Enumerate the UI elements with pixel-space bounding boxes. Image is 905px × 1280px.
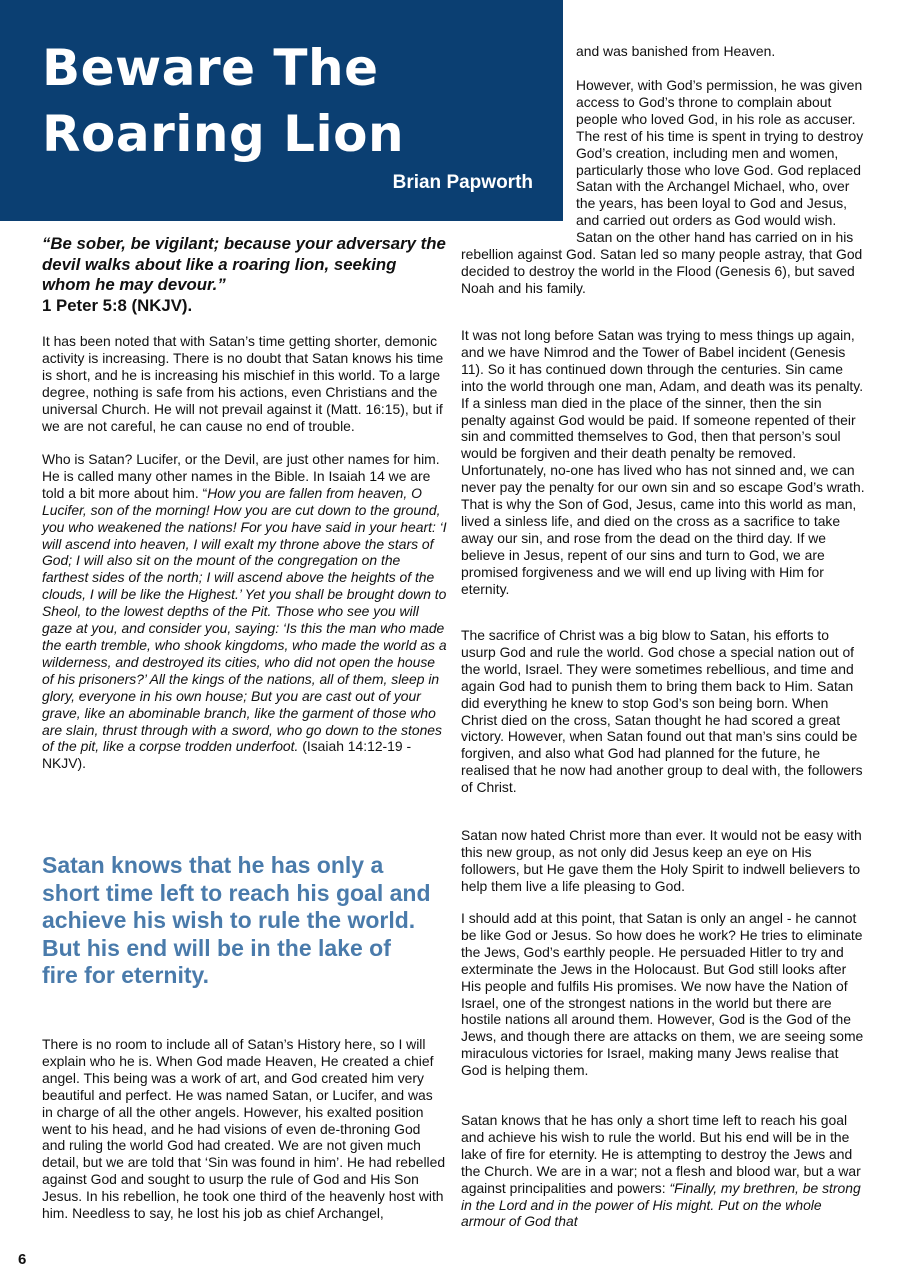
- left-paragraph-2: [42, 451, 447, 772]
- isaiah-intro: Who is Satan? Lucifer, or the Devil, are just other names for him. He is called many other names in the Bible. In Isaiah 14 we are told a bit more about him. “: [42, 451, 440, 501]
- right-paragraph-2: It was not long before Satan was trying to mess things up again, and we have Nimrod and the Tower of Babel incident (Genesis 11). So it has continued down through the centuries. Sin came into the world through one man, Adam, and death was its penalty. If a sinless man died in the place of the sinner, then the sin penalty against God would be paid. If someone repented of their sin and committed themselves to God, then that person’s soul would be forgiven and their death penalty be removed. Unfortunately, no-one has lived who has not sinned and, we can never pay the penalty for our own sin and so escape God’s wrath. That is why the Son of God, Jesus, came into this world as man, lived a sinless life, and died on the cross as a sacrifice to take away our sin, and rose from the dead on the third day. If we believe in Jesus, repent of our sins and turn to God, we are promised forgiveness and we will end up living with Him for eternity.: [461, 327, 865, 597]
- epigraph-quote: “Be sober, be vigilant; because your adversary the devil walks about like a roaring lion, seeking whom he may devour.”: [42, 234, 446, 294]
- epigraph-reference: 1 Peter 5:8 (NKJV).: [42, 295, 193, 315]
- right-paragraph-4: Satan now hated Christ more than ever. It would not be easy with this new group, as not only did Jesus keep an eye on His followers, but He gave them the Holy Spirit to indwell believers to help them live a life pleasing to God.: [461, 827, 862, 894]
- wrap-float: [461, 77, 576, 230]
- left-paragraph-3: There is no room to include all of Satan’s History here, so I will explain who he is. When God made Heaven, He created a chief angel. This being was a work of art, and God created him very beautiful and perfect. He was named Satan, or Lucifer, and was in charge of all the other angels. However, his exalted position went to his head, and he had visions of even de-throning God and ruling the world God had created. We are not given much detail, but we are told that ‘Sin was found in him’. He had rebelled against God and sought to usurp the rule of God and His Son Jesus. In his rebellion, he took one third of the heavenly host with him. Needless to say, he lost his job as chief Archangel,: [42, 1036, 446, 1222]
- article-author: Brian Papworth: [392, 172, 533, 193]
- right-paragraph-1-text: [461, 77, 866, 297]
- right-paragraph-3: The sacrifice of Christ was a big blow to Satan, his efforts to usurp God and rule the world. God chose a special nation out of the world, Israel. They were sometimes rebellious, and time and again God had to punish them to bring them back to Him. Satan did everything he knew to stop God’s son being born. When Christ died on the cross, Satan thought he had scored a great victory. However, when Satan found out that man’s sins could be forgiven, and also what God had planned for the future, he realised that he now had another group to deal with, the followers of Christ.: [461, 627, 863, 796]
- left-paragraph-1: It has been noted that with Satan’s time getting shorter, demonic activity is increasing. There is no doubt that Satan knows his time is short, and he is increasing his mischief in this world. To a large degree, nothing is safe from his actions, even Christians and the universal Church. He will not prevail against it (Matt. 16:15), but if we are not careful, he can cause no end of trouble.: [42, 333, 444, 434]
- right-paragraph-5: I should add at this point, that Satan is only an angel - he cannot be like God or Jesus. So how does he work? He tries to eliminate the Jews, God’s earthly people. He persuaded Hitler to try and exterminate the Jews in the Holocaust. But God still looks after His people and fulfils His promises. We now have the Nation of Israel, one of the strongest nations in the world but there are hostile nations all around them. However, God is the God of the Jews, and though there are attacks on them, we are seeing some miraculous victories for Israel, making many Jews realise that God is helping them.: [461, 910, 864, 1079]
- ephesians-quote: “Finally, my brethren, be strong in the Lord and in the power of His might. Put on the whole armour of God that: [461, 1179, 861, 1230]
- right-paragraph-0: and was banished from Heaven.: [576, 43, 776, 59]
- page-number: 6: [18, 1251, 27, 1268]
- article-title-line-2: Roaring Lion: [42, 105, 405, 163]
- isaiah-reference: (Isaiah 14:12-19 - NKJV).: [42, 738, 412, 772]
- isaiah-quote: How you are fallen from heaven, O Lucifer, son of the morning! How you are cut down to the ground, you who weakened the nations! For you have said in your heart: ‘I will ascend into heaven, I will exalt my throne above the stars of God; I will also sit on the mount of the congregation on the farthest sides of the north; I will ascend above the heights of the clouds, I will be like the Highest.’ Yet you shall be brought down to Sheol, to the lowest depths of the Pit. Those who see you will gaze at you, and consider you, saying: ‘Is this the man who made the earth tremble, who shook kingdoms, who made the world as a wilderness, and destroyed its cities, who did not open the house of his prisoners?’ All the kings of the nations, all of them, sleep in glory, everyone in his own house; But you are cast out of your grave, like an abominable branch, like the garment of those who are slain, thrust through with a sword, who go down to the stones of the pit, like a corpse trodden underfoot.: [42, 484, 447, 755]
- right-paragraph-1-body: However, with God’s permission, he was given access to God’s throne to complain about people who loved God, in his role as accuser. The rest of his time is spent in trying to destroy God’s creation, including men and women, particularly those who love God. God replaced Satan with the Archangel Michael, who, over the years, has been loyal to God and Jesus, and carried out orders as God would wish. Satan on the other hand has carried on in his rebellion against God. Satan led so many people astray, that God decided to destroy the world in the Flood (Genesis 6), but saved Noah and his family.: [461, 77, 864, 296]
- right-paragraph-6-body: Satan knows that he has only a short time left to reach his goal and achieve his wish to rule the world. But his end will be in the lake of fire for eternity. He is attempting to destroy the Jews and the Church. We are in a war; not a flesh and blood war, but a war against principalities and powers:: [461, 1112, 861, 1196]
- article-title-line-1: Beware The: [42, 39, 379, 97]
- right-paragraph-6: [461, 1112, 866, 1230]
- pull-quote: Satan knows that he has only a short time left to reach his goal and achieve his wish to rule the world. But his end will be in the lake of fire for eternity.: [42, 852, 431, 988]
- epigraph: [42, 234, 447, 316]
